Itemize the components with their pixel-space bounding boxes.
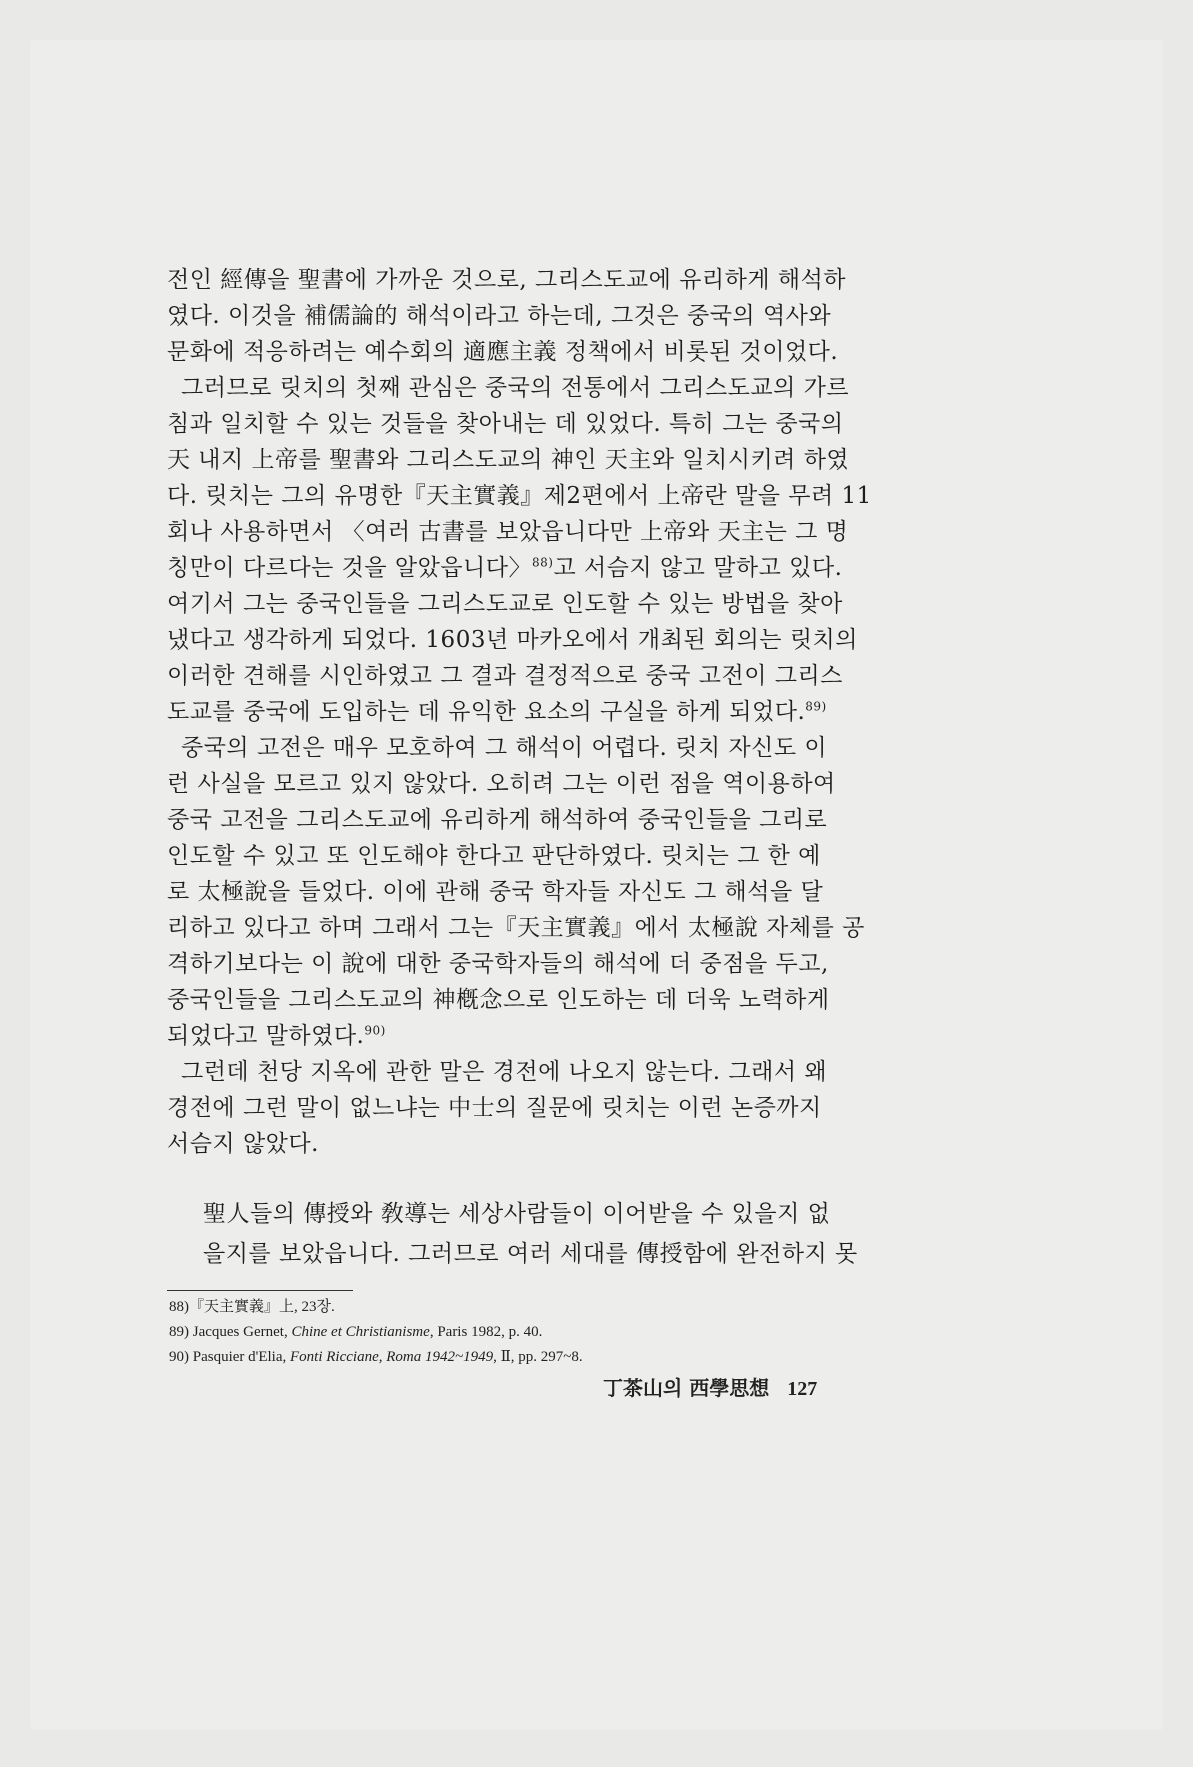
text-line: 그런데 천당 지옥에 관한 말은 경전에 나오지 않는다. 그래서 왜	[181, 1059, 828, 1085]
paragraph-3	[167, 730, 873, 1054]
text-line: 로 太極說을 들었다. 이에 관해 중국 학자들 자신도 그 해석을 달	[167, 879, 824, 905]
text-line: 침과 일치할 수 있는 것들을 찾아내는 데 있었다. 특히 그는 중국의	[167, 411, 844, 437]
paragraph-2	[167, 370, 873, 730]
footnote-text: , Paris 1982, p. 40.	[429, 1324, 543, 1340]
paragraph-4	[167, 1054, 873, 1162]
footnote-divider	[167, 1290, 353, 1291]
footnote-ref-90: 90)	[364, 1023, 386, 1038]
block-quote	[167, 1194, 873, 1274]
text-line: 경전에 그런 말이 없느냐는 中士의 질문에 릿치는 이런 논증까지	[167, 1095, 822, 1121]
footnotes	[169, 1295, 869, 1370]
footnote-ref-89: 89)	[805, 699, 827, 714]
running-title: 丁茶山의 西學思想	[603, 1376, 770, 1400]
footnote-text: 90) Pasquier d'Elia,	[169, 1349, 291, 1365]
text-line: 런 사실을 모르고 있지 않았다. 오히려 그는 이런 점을 역이용하여	[167, 771, 836, 797]
text-line: 였다. 이것을 補儒論的 해석이라고 하는데, 그것은 중국의 역사와	[167, 303, 832, 329]
footnote-ref-88: 88)	[532, 555, 554, 570]
text-line: 天 내지 上帝를 聖書와 그리스도교의 神인 天主와 일치시키려 하였	[167, 447, 850, 473]
text-line: 문화에 적응하려는 예수회의 適應主義 정책에서 비롯된 것이었다.	[167, 339, 839, 365]
text-line: 중국 고전을 그리스도교에 유리하게 해석하여 중국인들을 그리로	[167, 807, 828, 833]
text-segment: 되었다고 말하였다.	[167, 1023, 365, 1049]
text-line: 인도할 수 있고 또 인도해야 한다고 판단하였다. 릿치는 그 한 예	[167, 843, 821, 869]
page-footer	[603, 1372, 817, 1401]
text-segment: 칭만이 다르다는 것을 알았읍니다〉	[167, 555, 532, 581]
text-line	[167, 694, 873, 730]
footnote-88: 88)『天主實義』上, 23장.	[169, 1299, 335, 1315]
text-line: 전인 經傳을 聖書에 가까운 것으로, 그리스도교에 유리하게 해석하	[167, 267, 847, 293]
page-number: 127	[787, 1378, 818, 1400]
text-line: 리하고 있다고 하며 그래서 그는『天主實義』에서 太極說 자체를 공	[167, 915, 865, 941]
text-line: 다. 릿치는 그의 유명한『天主實義』제2편에서 上帝란 말을 무려 11	[167, 483, 872, 509]
main-text	[167, 262, 873, 1274]
text-line: 그러므로 릿치의 첫째 관심은 중국의 전통에서 그리스도교의 가르	[181, 375, 850, 401]
text-line: 중국의 고전은 매우 모호하여 그 해석이 어렵다. 릿치 자신도 이	[181, 735, 828, 761]
text-segment: 도교를 중국에 도입하는 데 유익한 요소의 구실을 하게 되었다.	[167, 699, 806, 725]
text-line: 중국인들을 그리스도교의 神槪念으로 인도하는 데 더욱 노력하게	[167, 987, 830, 1013]
paragraph-1	[167, 262, 873, 370]
quote-line: 聖人들의 傳授와 敎導는 세상사람들이 이어받을 수 있을지 없	[203, 1201, 831, 1227]
text-line	[167, 550, 873, 586]
footnote-text: 89) Jacques Gernet,	[169, 1324, 292, 1340]
footnote-title: Chine et Christianisme	[291, 1324, 430, 1340]
text-line: 서슴지 않았다.	[167, 1131, 319, 1157]
footnote-89	[169, 1320, 869, 1345]
footnote-title: Fonti Ricciane, Roma 1942~1949	[290, 1349, 494, 1365]
text-line: 이러한 견해를 시인하였고 그 결과 결정적으로 중국 고전이 그리스	[167, 663, 843, 689]
text-line: 격하기보다는 이 說에 대한 중국학자들의 해석에 더 중점을 두고,	[167, 951, 829, 977]
footnote-text: , Ⅱ, pp. 297~8.	[493, 1349, 583, 1365]
footnote-90	[169, 1345, 869, 1370]
text-line: 여기서 그는 중국인들을 그리스도교로 인도할 수 있는 방법을 찾아	[167, 591, 843, 617]
text-line	[167, 1018, 873, 1054]
text-line: 냈다고 생각하게 되었다. 1603년 마카오에서 개최된 회의는 릿치의	[167, 627, 858, 653]
text-segment: 고 서슴지 않고 말하고 있다.	[553, 555, 843, 581]
text-line: 회나 사용하면서 〈여러 古書를 보았읍니다만 上帝와 天主는 그 명	[167, 519, 849, 545]
quote-line: 을지를 보았읍니다. 그러므로 여러 세대를 傳授함에 완전하지 못	[203, 1241, 858, 1267]
